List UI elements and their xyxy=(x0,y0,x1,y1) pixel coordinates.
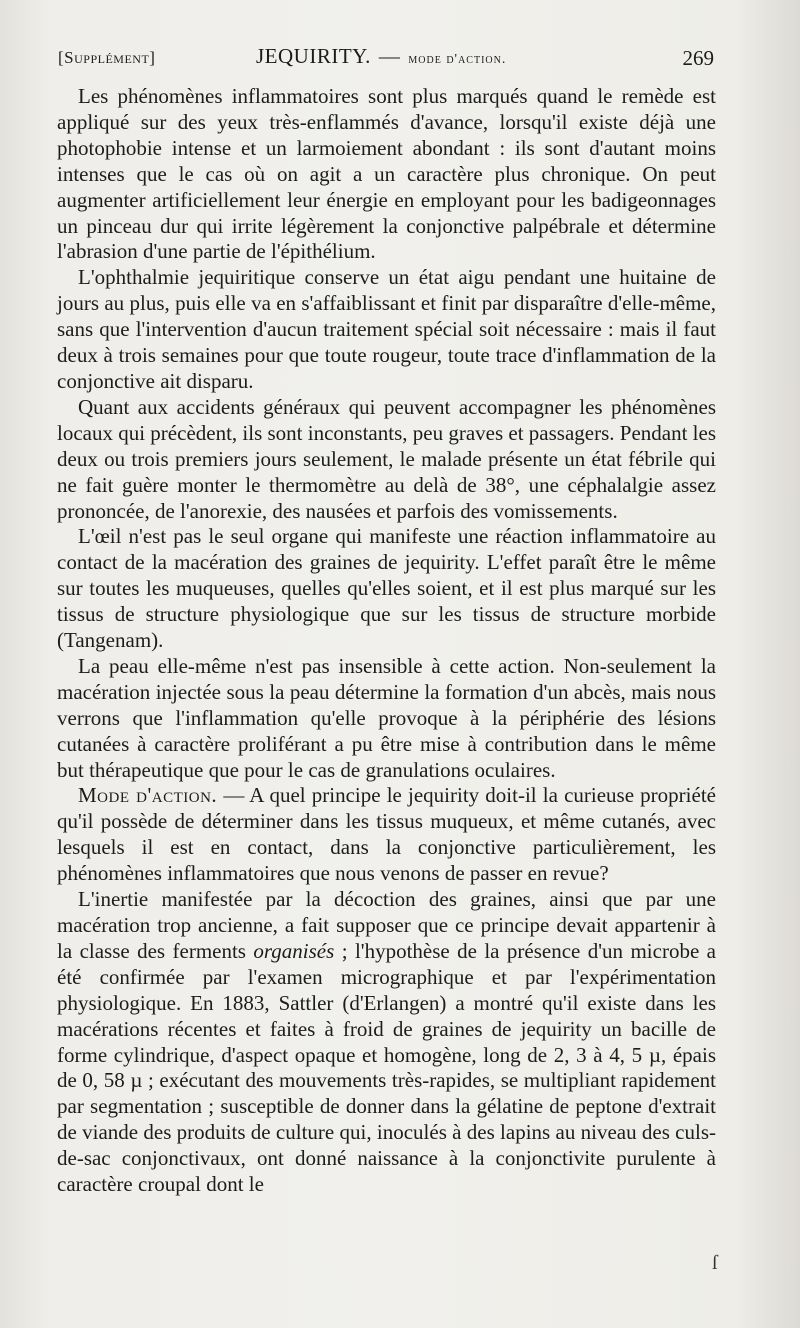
section-label: [Supplément] xyxy=(58,48,156,67)
mode-paragraph xyxy=(57,783,716,887)
paragraph: L'ophthalmie jequiritique conserve un état aigu pendant une huitaine de jours au plus, puis elle va en s'affaiblissant et finit par disparaître d'elle-même, sans que l'intervention d'aucun traitement spécial soit nécessaire : mais il faut deux à trois semaines pour que toute rougeur, toute trace d'inflammation de la conjonctive ait disparu. xyxy=(57,265,716,393)
paragraph: Les phénomènes inflammatoires sont plus marqués quand le remède est appliqué sur des yeux très-enflammés d'avance, lorsqu'il existe déjà une photophobie intense et un larmoiement abondant : ils sont d'autant moins intenses que le cas où on agit a un caractère plus chronique. On peut augmenter artificiellement leur énergie en employant pour les badigeonnages un pinceau dur qui irrite légèrement la conjonctive palpébrale et détermine l'abrasion d'une partie de l'épithélium. xyxy=(57,84,716,264)
signature-mark: ſ xyxy=(712,1252,718,1274)
body-text xyxy=(57,84,716,1198)
final-paragraph xyxy=(57,887,716,1198)
final-text-part1: L'inertie manifestée par la décoction des graines, ainsi que par une macération trop ancienne, a fait supposer que ce principe devait appartenir à la classe des ferments xyxy=(57,887,716,963)
paragraph: La peau elle-même n'est pas insensible à cette action. Non-seulement la macération injectée sous la peau détermine la formation d'un abcès, mais nous verrons que l'inflammation qu'elle provoque à la périphérie des lésions cutanées à caractère proliférant a pu être mise à contribution dans le même but thérapeutique que pour le cas de granulations oculaires. xyxy=(57,653,716,782)
final-text-part2: ; l'hypothèse de la présence d'un microbe a été confirmée par l'examen micrographique et par l'expérimentation physiologique. En 1883, Sattler (d'Erlangen) a montré qu'il existe dans les macérations récentes et faites à froid de graines de jequirity un bacille de forme cylindrique, d'aspect opaque et homogène, long de 2, 3 à 4, 5 µ, épais de 0, 58 µ ; exécutant des mouvements très-rapides, se multipliant rapidement par segmentation ; susceptible de donner dans la gélatine de peptone d'extrait de viande des produits de culture qui, inoculés à des lapins au niveau des culs-de-sac conjonctivaux, ont donné naissance à la conjonctivite purulente à caractère croupal dont le xyxy=(57,938,716,1197)
running-head xyxy=(58,44,714,74)
paragraph: Quant aux accidents généraux qui peuvent accompagner les phénomènes locaux qui précèdent, ils sont inconstants, peu graves et passagers. Pendant les deux ou trois premiers jours seulement, le malade présente un état fébrile qui ne fait guère monter le thermomètre au delà de 38°, une céphalalgie assez prononcée, de l'anorexie, des nausées et parfois des vomissements. xyxy=(57,394,716,523)
title-dash: — xyxy=(378,44,401,68)
subtitle-text: mode d'action. xyxy=(408,52,507,67)
italic-term: organisés xyxy=(253,938,335,963)
mode-paragraph-text: — A quel principe le jequirity doit-il la curieuse propriété qu'il possède de déterminer dans les tissus muqueux, et même cutanés, avec lesquels il est en contact, dans la conjonctive particulièrement, les phénomènes inflammatoires que nous venons de passer en revue? xyxy=(57,783,716,886)
page-number: 269 xyxy=(682,46,714,70)
paragraph: L'œil n'est pas le seul organe qui manifeste une réaction inflammatoire au contact de la macération des graines de jequirity. L'effet paraît être le même sur toutes les muqueuses, quelles qu'elles soient, et il est plus marqué sur les tissus de structure physiologique que sur les tissus de structure morbide (Tangenam). xyxy=(57,524,716,653)
title-text: JEQUIRITY. xyxy=(256,44,371,68)
running-title xyxy=(256,44,506,69)
section-heading: Mode d'action. xyxy=(78,783,218,808)
